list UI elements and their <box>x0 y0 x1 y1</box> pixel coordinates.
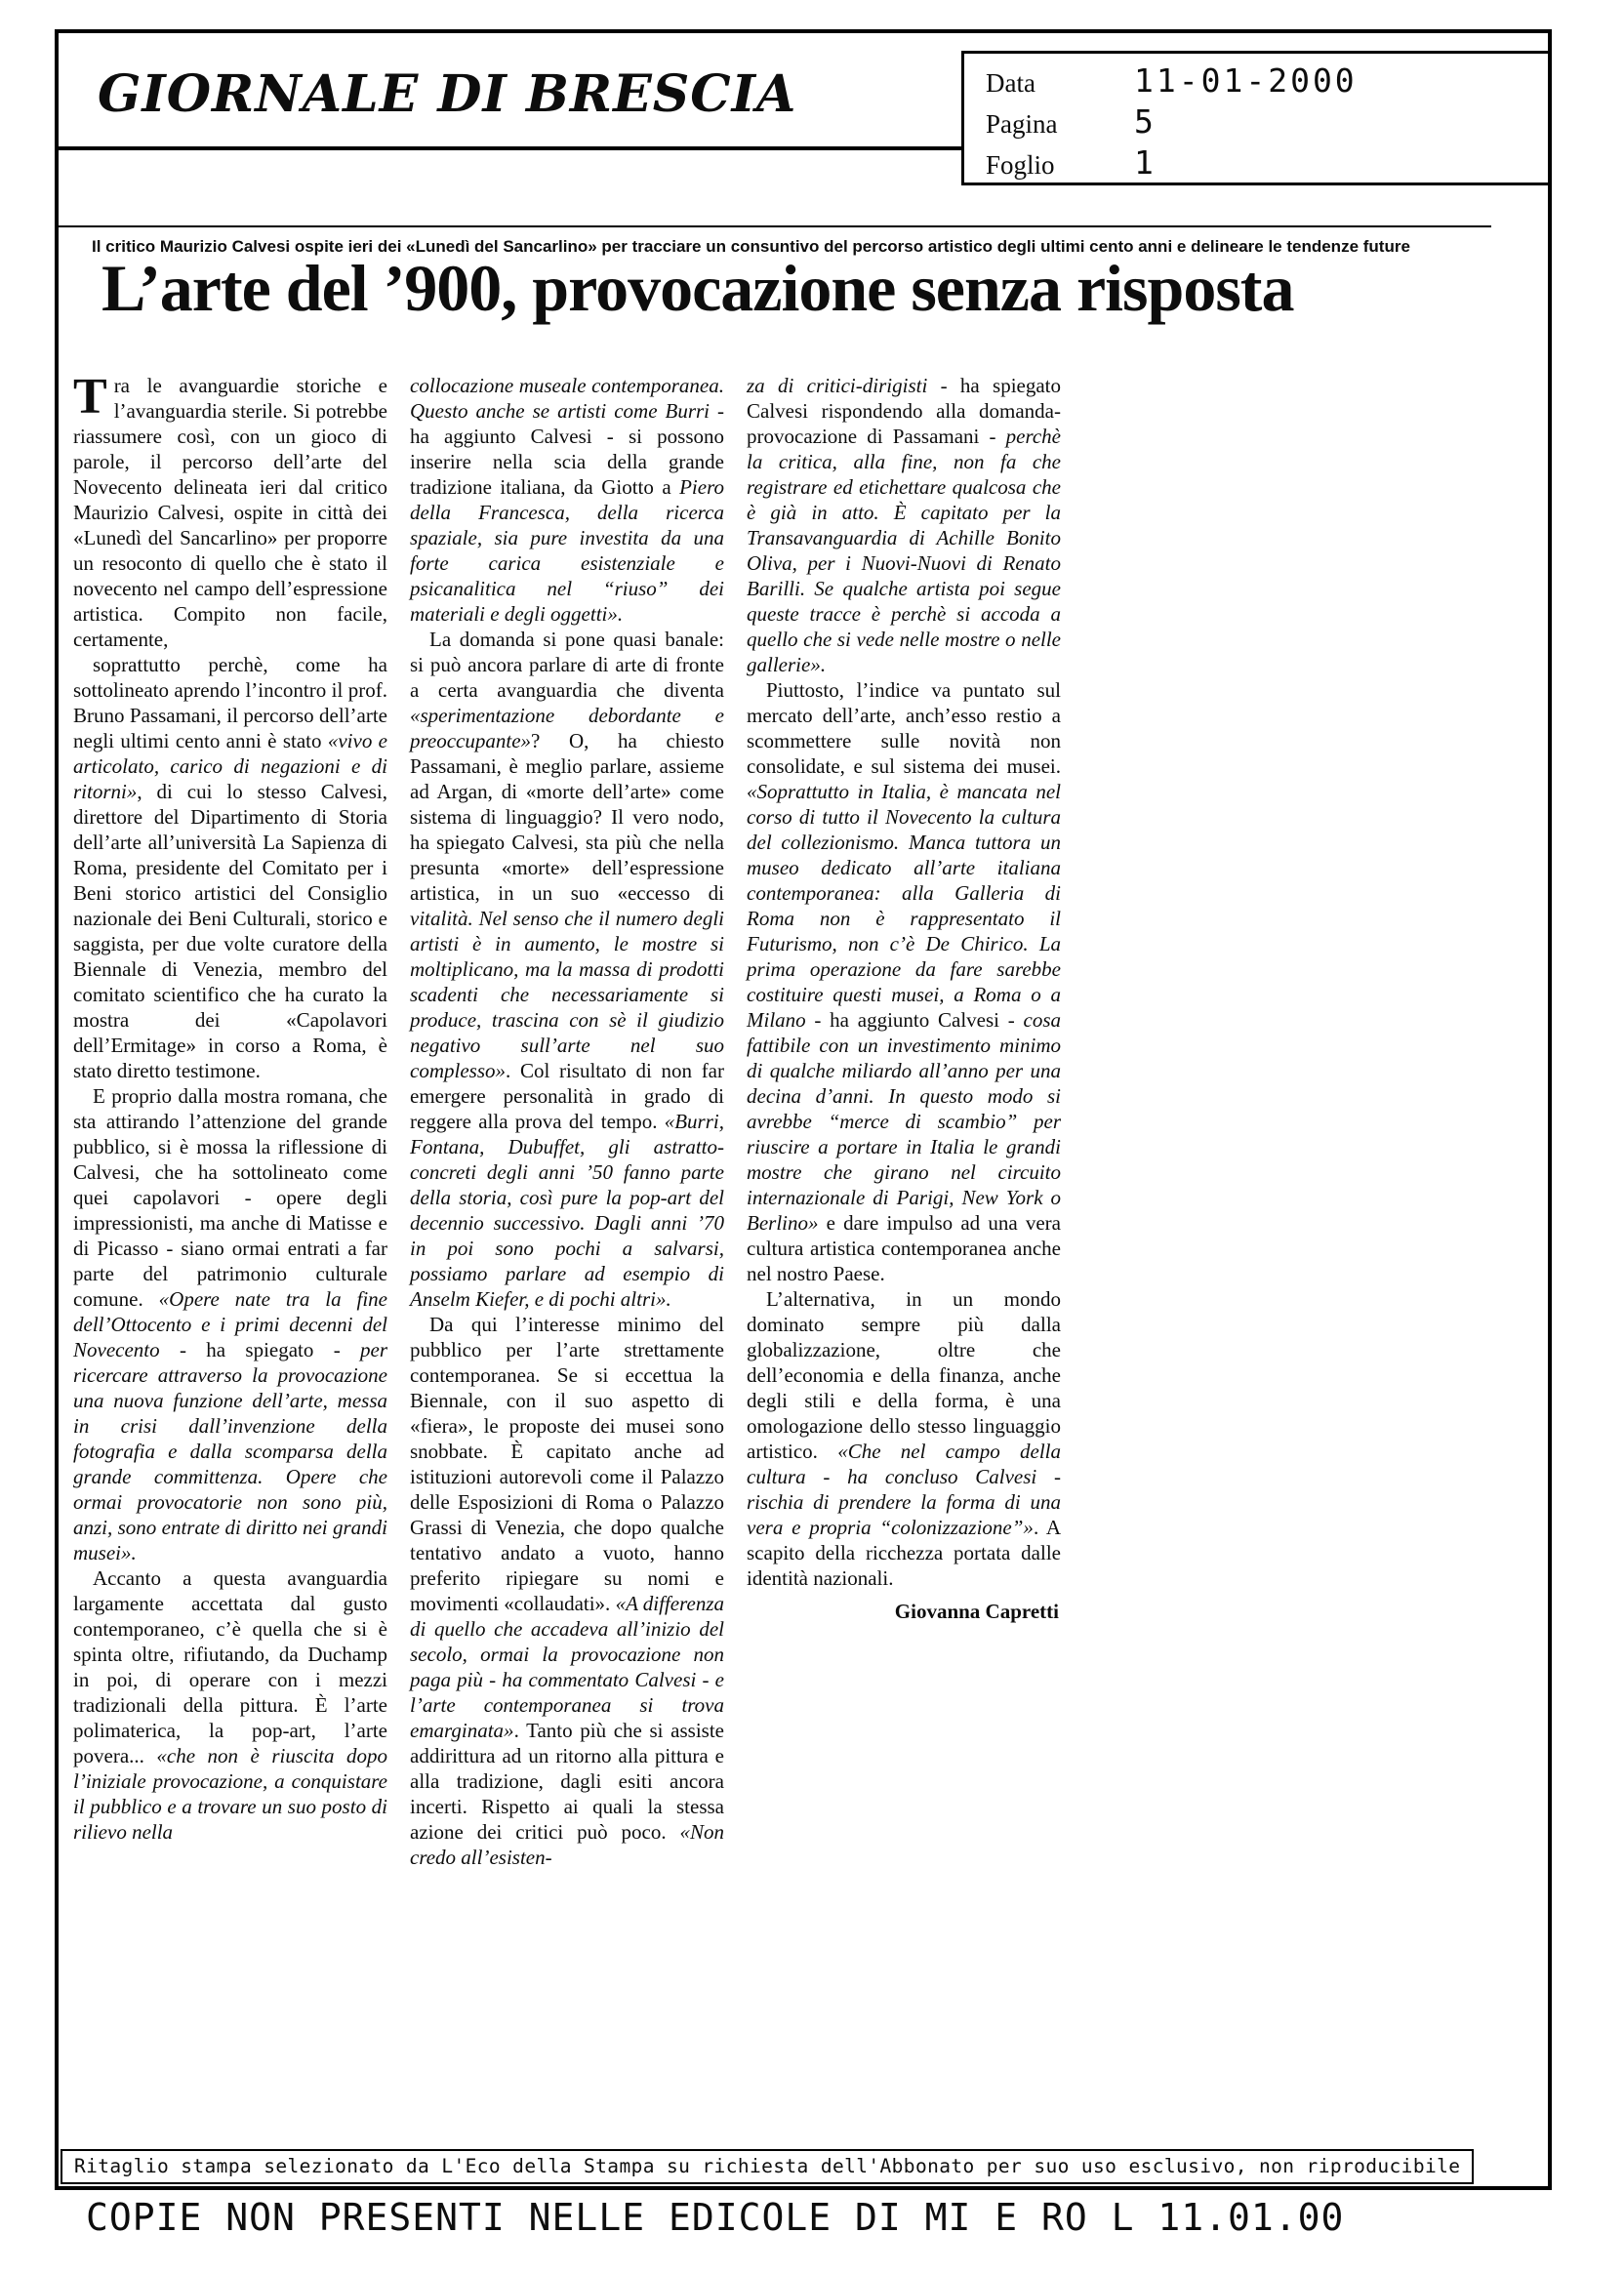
text-segment: «sperimentazione debordante e preoccupante» <box>410 704 724 752</box>
text-segment: Piero della Francesca, della ricerca spaziale, sia pure investita da una forte carica esistenziale e psicanalitica nel “riuso” dei materiali e degli oggetti». <box>410 475 724 626</box>
masthead-rule <box>59 146 961 150</box>
text-segment: per ricercare attraverso la provocazione una nuova funzione dell’arte, messa in crisi dall’invenzione della fotografia e dalla scomparsa della grande committenza. Opere che ormai provocatorie non sono più, anzi, sono entrate di diritto nei grandi musei». <box>73 1338 388 1564</box>
text-segment: , di cui lo stesso Calvesi, direttore del Dipartimento di Storia dell’arte all’università La Sapienza di Roma, presidente del Comitato per i Beni storico artistici del Consiglio nazionale dei Beni Culturali, storico e saggista, per due volte curatore della Biennale di Venezia, membro del comitato scientifico che ha curato la mostra dei «Capolavori dell’Ermitage» in corso a Roma, è stato diretto testimone. <box>73 780 387 1082</box>
text-segment: La domanda si pone quasi banale: si può ancora parlare di arte di fronte a certa avanguardia che diventa <box>410 628 724 702</box>
text-segment: collocazione museale contemporanea. Questo anche se artisti come Burri <box>410 374 724 423</box>
text-segment: «Che nel campo della cultura - ha concluso Calvesi - rischia di prendere la forma di una vera e propria “colonizzazione”» <box>747 1440 1061 1539</box>
article-column-2 <box>410 373 724 1870</box>
text-segment: - cosa fattibile con un investimento minimo di qualche miliardo all’anno per una decina d’anni. In questo modo si avrebbe “merce di scambio” per riuscire a portare in Italia le grandi mostre che girano nel circuito internazionale di Parigi, New York o Berlino» <box>747 1008 1061 1235</box>
meta-value-sheet: 1 <box>1134 143 1157 182</box>
article-paragraph <box>410 627 724 1312</box>
meta-label-page: Pagina <box>986 109 1058 139</box>
text-segment: soprattutto perchè, come ha sottolineato aprendo l’incontro il prof. Bruno Passamani, il percorso dell’arte negli ultimi cento anni è stato <box>73 653 387 752</box>
article-paragraph <box>747 1286 1061 1591</box>
article-paragraph <box>73 652 387 1083</box>
text-segment: - ha aggiunto Calvesi - si possono inserire nella scia della grande tradizione italiana, da Giotto a <box>410 399 724 499</box>
text-segment: . A scapito della ricchezza portata dalle identità nazionali. <box>747 1516 1061 1590</box>
text-segment: Da qui l’interesse minimo del pubblico per l’arte strettamente contemporanea. Se si eccettua la Biennale, con il suo aspetto di «fiera», le proposte dei musei sono snobbate. È capitato anche ad istituzioni autorevoli come il Palazzo delle Esposizioni di Roma o Palazzo Grassi di Venezia, che dopo qualche tentativo andato a vuoto, hanno preferito ripiegare su nomi e movimenti «collaudati». <box>410 1313 724 1615</box>
meta-row-sheet <box>964 143 1548 184</box>
article-paragraph <box>73 1565 387 1845</box>
article-column-1 <box>73 369 388 1870</box>
text-segment: . Tanto più che si assiste addirittura ad un ritorno alla pittura e alla tradizione, dagli esiti ancora incerti. Rispetto ai quali la stessa azione dei critici può poco. <box>410 1719 724 1844</box>
byline <box>747 1591 1061 1624</box>
article-paragraph <box>73 1083 387 1565</box>
meta-value-date: 11-01-2000 <box>1134 61 1358 100</box>
text-segment: E proprio dalla mostra romana, che sta attirando l’attenzione del grande pubblico, si è mossa la riflessione di Calvesi, che ha sottolineato come quei capolavori - opere degli impressionisti, ma anche di Matisse e di Picasso - siano ormai entrati a far parte del patrimonio culturale comune. <box>73 1084 387 1311</box>
text-segment: «A differenza di quello che accadeva all’inizio del secolo, ormai la provocazione non paga più - ha commentato Calvesi - e l’arte contemporanea si trova emarginata» <box>410 1592 724 1742</box>
text-segment: «Burri, Fontana, Dubuffet, gli astratto-concreti degli anni ’50 fanno parte della storia, così pure la pop-art del decennio successivo. Dagli anni ’70 in poi sono pochi a salvarsi, possiamo parlare ad esempio di Anselm Kiefer, e di pochi altri». <box>410 1110 724 1311</box>
article-headline: L’arte del ’900, provocazione senza risposta <box>102 251 1294 325</box>
article-paragraph <box>747 677 1061 1286</box>
meta-row-page <box>964 102 1548 143</box>
text-segment: «Soprattutto in Italia, è mancata nel corso di tutto il Novecento la cultura del collezionismo. Manca tuttora un museo dedicato all’arte italiana contemporanea: alla Galleria di Roma non è rappresentato il Futurismo, non c’è De Chirico. La prima operazione da fare sarebbe costituire questi musei, a Roma o a Milano <box>747 780 1061 1032</box>
text-segment: Accanto a questa avanguardia largamente accettata dal gusto contemporaneo, c’è quella che si è spinta oltre, rifiutando, da Duchamp in poi, di operare con i mezzi tradizionali della pittura. È l’arte polimaterica, la pop-art, l’arte povera... <box>73 1566 387 1767</box>
text-segment: . Col risultato di non far emergere personalità in grado di reggere alla prova del tempo. <box>410 1059 724 1133</box>
meta-box <box>961 51 1548 185</box>
text-segment: L’alternativa, in un mondo dominato sempre più dalla globalizzazione, oltre che dell’economia e della finanza, anche degli stili e della forma, è una omologazione dello stesso linguaggio artistico. <box>747 1287 1061 1463</box>
kicker-rule <box>59 225 1491 227</box>
distribution-stamp: COPIE NON PRESENTI NELLE EDICOLE DI MI E RO L 11.01.00 <box>86 2196 1345 2239</box>
text-segment: vitalità. Nel senso che il numero degli artisti è in aumento, le mostre si moltiplicano, ma la massa di prodotti scadenti che necessariamente si produce, trascina con sè il giudizio negativo sull’arte nel suo complesso» <box>410 907 724 1082</box>
text-segment: - ha aggiunto Calvesi <box>814 1008 1008 1032</box>
meta-row-date <box>964 61 1548 102</box>
meta-label-sheet: Foglio <box>986 150 1055 180</box>
text-segment: «Non credo all’esisten- <box>410 1820 724 1869</box>
text-segment: «vivo e articolato, carico di negazioni e di ritorni» <box>73 729 388 803</box>
article-kicker: Il critico Maurizio Calvesi ospite ieri dei «Lunedì del Sancarlino» per tracciare un consuntivo del percorso artistico degli ultimi cento anni e delineare le tendenze future <box>92 237 1410 256</box>
text-segment: Tra le avanguardie storiche e l’avanguardia sterile. Si potrebbe riassumere così, con un gioco di parole, il percorso dell’arte del Novecento delineata ieri dal critico Maurizio Calvesi, ospite in città dei «Lunedì del Sancarlino» per proporre un resoconto di quello che è stato il novecento nel campo dell’espressione artistica. Compito non facile, certamente, <box>73 369 387 651</box>
text-segment: ? O, ha chiesto Passamani, è meglio parlare, assieme ad Argan, di «morte dell’arte» come sistema di linguaggio? Il vero nodo, ha spiegato Calvesi, sta più che nella presunta «morte» dell’espressione artistica, in un suo «eccesso di <box>410 729 724 905</box>
text-segment: - ha spiegato - <box>179 1338 361 1361</box>
meta-label-date: Data <box>986 68 1035 98</box>
text-segment: Piuttosto, l’indice va puntato sul mercato dell’arte, anch’esso restio a scommettere sulle novità non consolidate, e sul sistema dei musei. <box>747 678 1061 778</box>
text-segment: e dare impulso ad una vera cultura artistica contemporanea anche nel nostro Paese. <box>747 1211 1061 1285</box>
text-segment: za di critici-dirigisti <box>747 374 941 397</box>
article-paragraph <box>73 369 387 652</box>
article-paragraph <box>410 1312 724 1870</box>
text-segment: - ha spiegato Calvesi rispondendo alla domanda-provocazione di Passamani - <box>747 374 1062 448</box>
article-paragraph <box>747 373 1061 677</box>
meta-value-page: 5 <box>1134 102 1157 141</box>
masthead-title: GIORNALE DI BRESCIA <box>98 64 797 124</box>
text-segment: Giovanna Capretti <box>894 1600 1059 1623</box>
text-segment: «Opere nate tra la fine dell’Ottocento e i primi decenni del Novecento <box>73 1287 388 1361</box>
article-body <box>73 369 1062 1870</box>
clipping-notice: Ritaglio stampa selezionato da L'Eco della Stampa su richiesta dell'Abbonato per suo uso esclusivo, non riproducibile <box>61 2149 1474 2184</box>
text-segment: «che non è riuscita dopo l’iniziale provocazione, a conquistare il pubblico e a trovare un suo posto di rilievo nella <box>73 1744 387 1844</box>
text-segment: perchè la critica, alla fine, non fa che registrare ed etichettare qualcosa che è già in atto. È capitato per la Transavanguardia di Achille Bonito Oliva, per i Nuovi-Nuovi di Renato Barilli. Se qualche artista poi segue queste tracce è perchè si accoda a quello che si vede nelle mostre o nelle gallerie». <box>747 425 1061 676</box>
article-column-3 <box>747 373 1061 1870</box>
article-paragraph <box>410 373 724 627</box>
